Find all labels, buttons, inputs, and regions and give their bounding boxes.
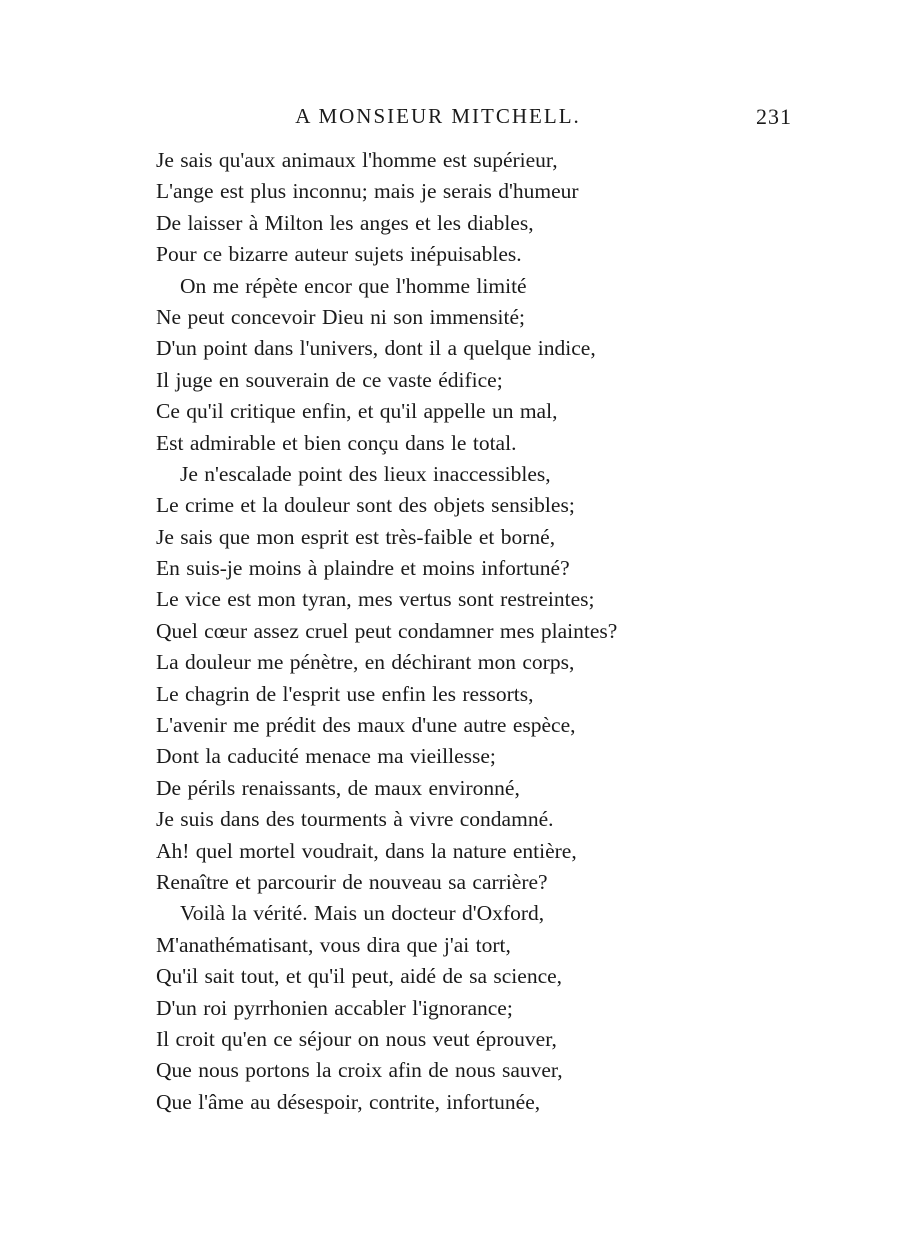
verse-line: Le chagrin de l'esprit use enfin les ressorts,	[156, 681, 534, 706]
verse-line: Le crime et la douleur sont des objets sensibles;	[156, 493, 575, 518]
verse-line: Est admirable et bien conçu dans le total.	[156, 430, 517, 455]
verse-line: Que nous portons la croix afin de nous sauver,	[156, 1058, 563, 1083]
verse-line: Je sais qu'aux animaux l'homme est supérieur,	[156, 148, 558, 172]
verse-line: M'anathématisant, vous dira que j'ai tort,	[156, 932, 511, 957]
verse-line: Je n'escalade point des lieux inaccessibles,	[180, 461, 551, 486]
verse-line: Qu'il sait tout, et qu'il peut, aidé de sa science,	[156, 964, 563, 989]
verse-line: Voilà la vérité. Mais un docteur d'Oxford,	[180, 901, 545, 926]
running-title: A MONSIEUR MITCHELL.	[295, 104, 581, 128]
verse-line: Ne peut concevoir Dieu ni son immensité;	[156, 304, 526, 329]
verse-line: De périls renaissants, de maux environné,	[156, 775, 520, 800]
verse-line: Il juge en souverain de ce vaste édifice;	[156, 367, 503, 392]
poem-text	[156, 145, 776, 1118]
verse-line: Dont la caducité menace ma vieillesse;	[156, 744, 496, 769]
verse-line: En suis-je moins à plaindre et moins infortuné?	[156, 556, 570, 581]
verse-line: Ce qu'il critique enfin, et qu'il appelle un mal,	[156, 399, 558, 424]
verse-line: Il croit qu'en ce séjour on nous veut éprouver,	[156, 1026, 557, 1051]
running-head	[0, 100, 900, 134]
verse-line: Quel cœur assez cruel peut condamner mes plaintes?	[156, 618, 618, 643]
verse-line: Le vice est mon tyran, mes vertus sont restreintes;	[156, 587, 595, 612]
verse-line: Renaître et parcourir de nouveau sa carrière?	[156, 869, 548, 894]
verse-line: L'ange est plus inconnu; mais je serais d'humeur	[156, 179, 579, 204]
verse-line: De laisser à Milton les anges et les diables,	[156, 210, 534, 235]
verse-line: L'avenir me prédit des maux d'une autre espèce,	[156, 713, 576, 738]
verse-line: Pour ce bizarre auteur sujets inépuisables.	[156, 242, 522, 267]
verse-line: Que l'âme au désespoir, contrite, infortunée,	[156, 1089, 541, 1114]
verse-line: Je suis dans des tourments à vivre condamné.	[156, 807, 554, 832]
verse-line: La douleur me pénètre, en déchirant mon corps,	[156, 650, 575, 675]
verse-line: D'un roi pyrrhonien accabler l'ignorance;	[156, 995, 513, 1020]
verse-line: On me répète encor que l'homme limité	[180, 273, 527, 298]
verse-line: D'un point dans l'univers, dont il a quelque indice,	[156, 336, 596, 361]
verse-line: Ah! quel mortel voudrait, dans la nature entière,	[156, 838, 577, 863]
verse-line: Je sais que mon esprit est très-faible et borné,	[156, 524, 556, 549]
page-number: 231	[756, 104, 792, 129]
